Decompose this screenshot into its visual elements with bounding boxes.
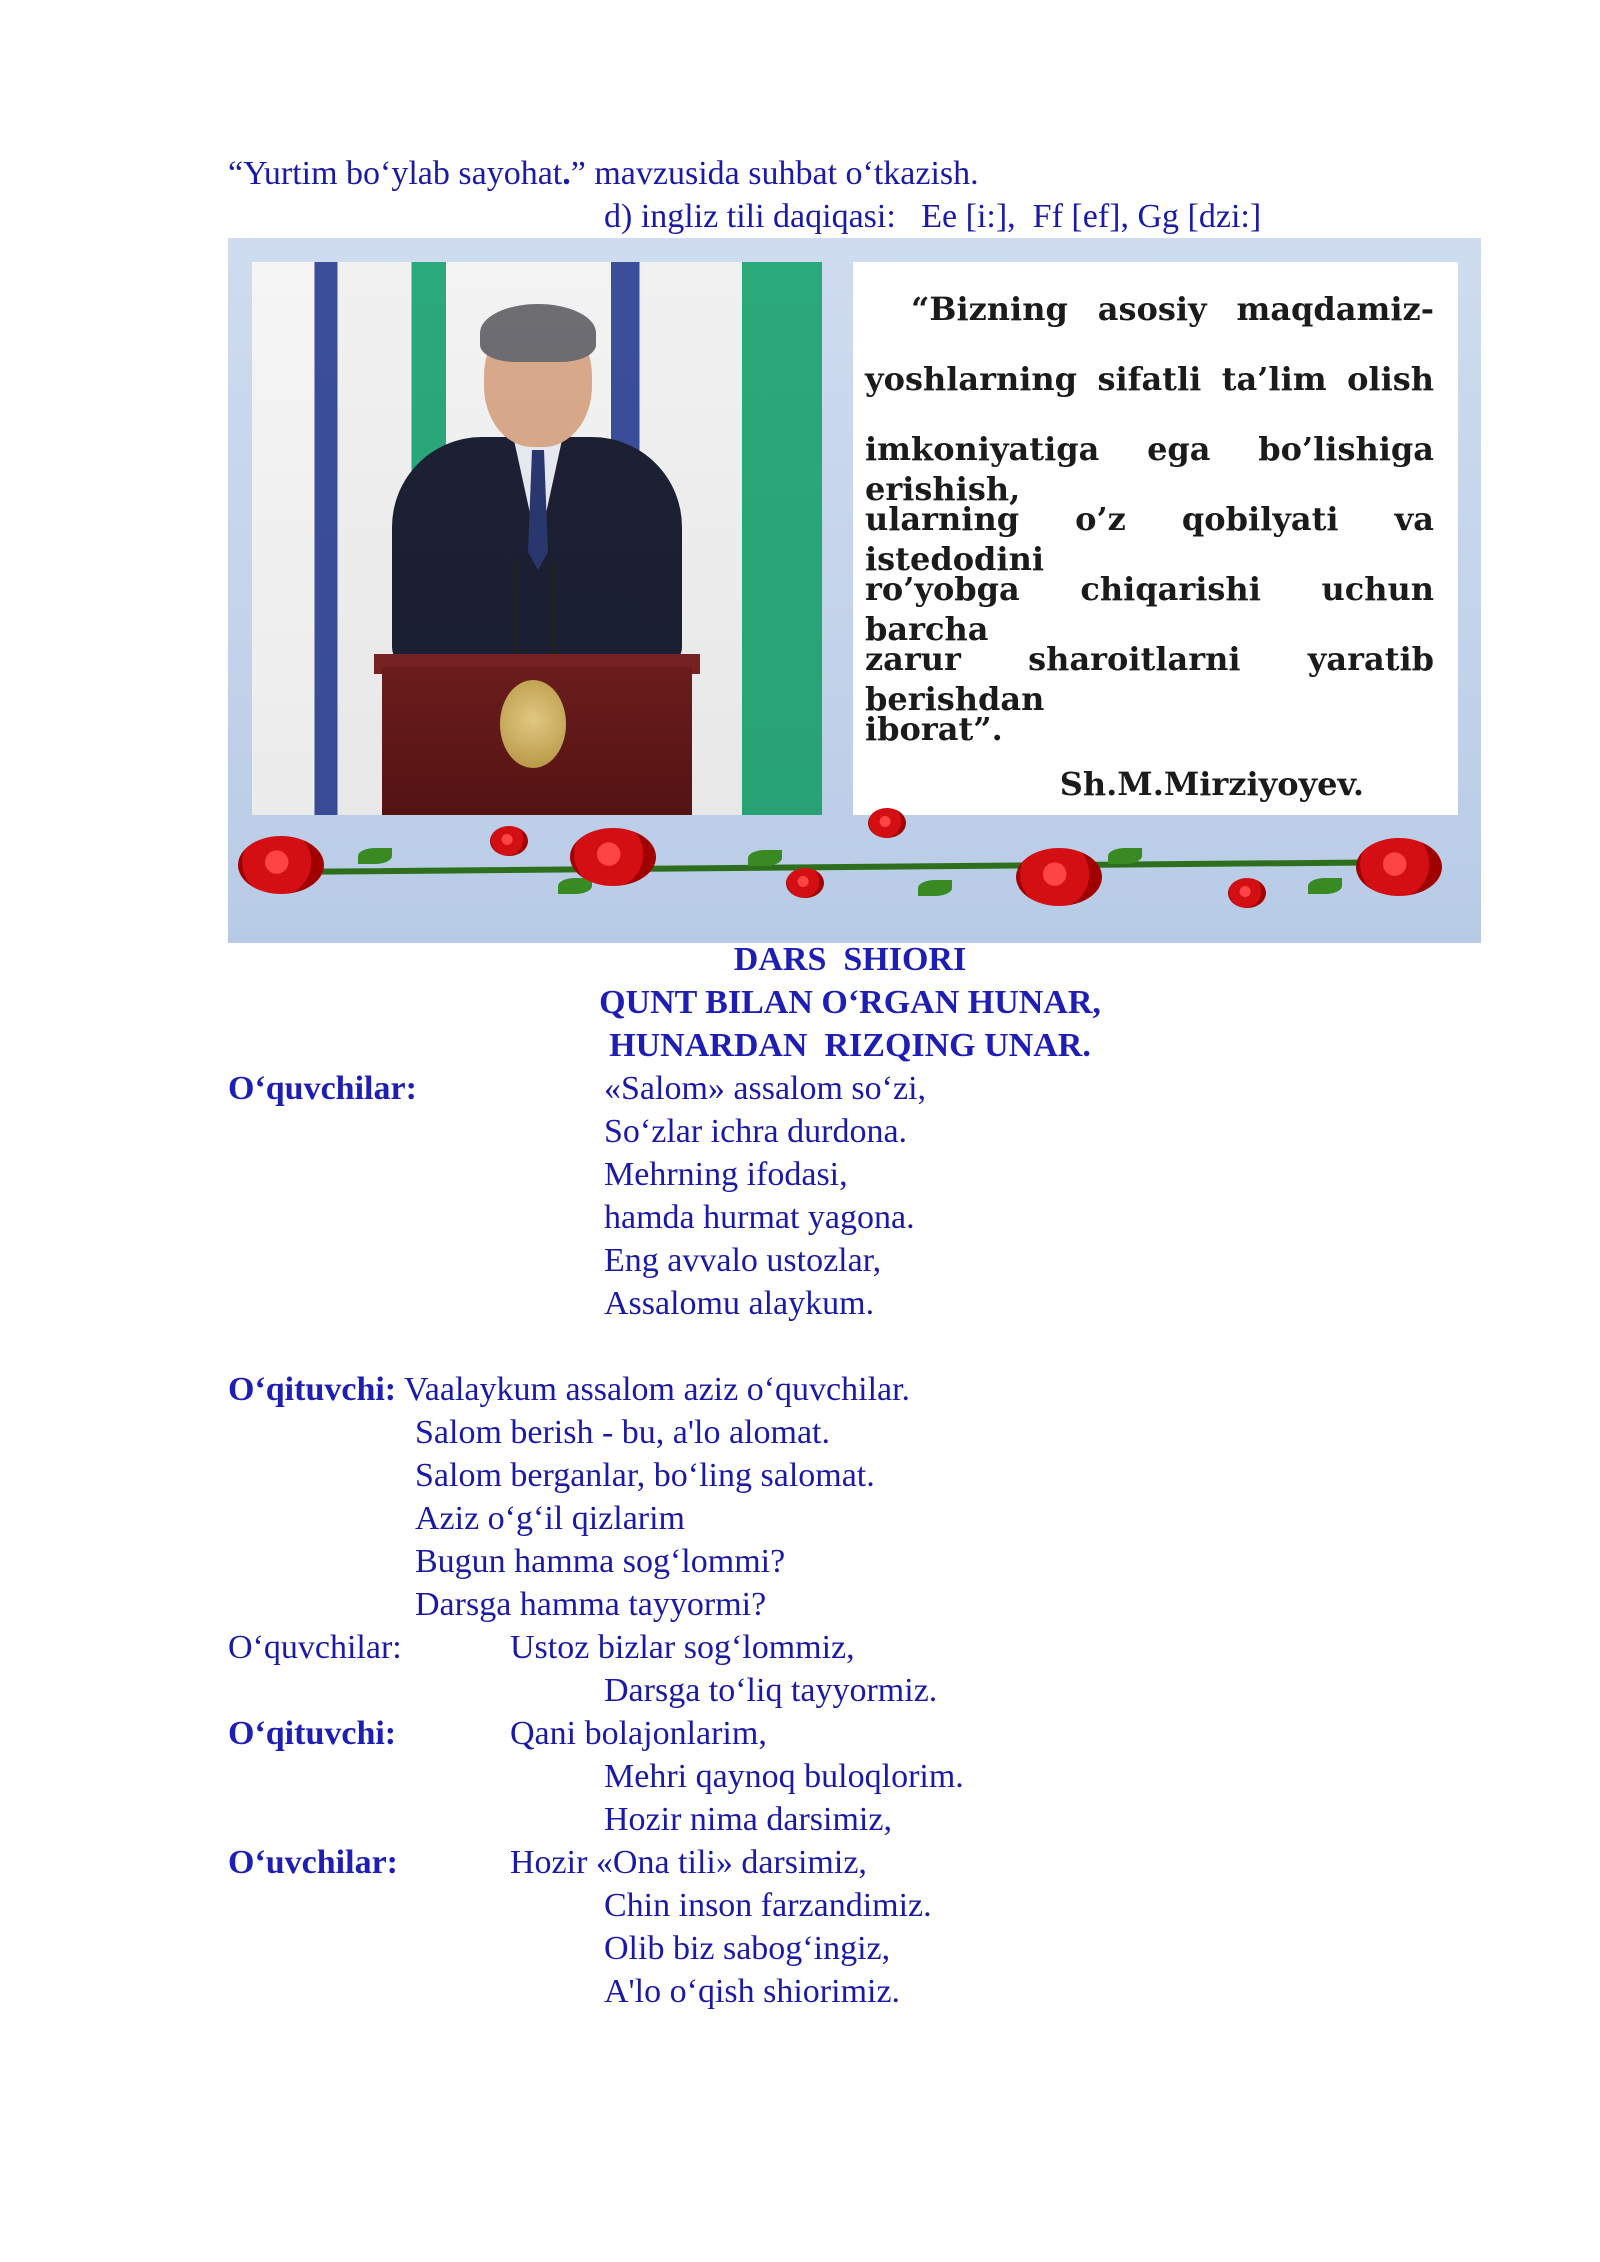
poem-line: Mehri qaynoq buloqlorim. [604, 1758, 964, 1795]
poem-line: Darsga to‘liq tayyormiz. [604, 1672, 938, 1709]
poem-line: hamda hurmat yagona. [604, 1199, 915, 1236]
quote-box [853, 262, 1458, 815]
rose-icon [1016, 848, 1102, 906]
poem-line: Chin inson farzandimiz. [604, 1887, 932, 1924]
poem-line: Hozir nima darsimiz, [604, 1801, 892, 1838]
intro-line-2: d) ingliz tili daqiqasi: Ee [i:], Ff [ef], Gg [dzi:] [604, 198, 1262, 235]
rose-icon [238, 836, 324, 894]
rose-icon [868, 808, 906, 838]
rose-icon [786, 868, 824, 898]
speaker-label-teacher: O‘qituvchi: [228, 1715, 397, 1752]
poem-line: Olib biz sabog‘ingiz, [604, 1930, 891, 1967]
poem-line: Mehrning ifodasi, [604, 1156, 848, 1193]
quote-line: “Bizning asosiy maqdamiz- [911, 290, 1434, 328]
rose-icon [490, 826, 528, 856]
quote-line: imkoniyatiga ega bo’lishiga erishish, [865, 430, 1434, 508]
quote-poster [228, 238, 1481, 943]
poem-line: Eng avvalo ustozlar, [604, 1242, 882, 1279]
quote-line: yoshlarning sifatli ta’lim olish [865, 360, 1434, 398]
poem-line: Ustoz bizlar sog‘lommiz, [510, 1629, 855, 1666]
poem-line: Salom berish - bu, a'lo alomat. [415, 1414, 830, 1451]
quote-line: iborat”. [865, 710, 1003, 748]
poem-line: A'lo o‘qish shiorimiz. [604, 1973, 901, 2010]
rose-icon [1228, 878, 1266, 908]
quote-signature: Sh.M.Mirziyoyev. [1059, 765, 1364, 803]
quote-line: ro’yobga chiqarishi uchun barcha [865, 570, 1434, 648]
speaker-label-students: O‘uvchilar: [228, 1844, 398, 1881]
quote-line: ularning o’z qobilyati va istedodini [865, 500, 1434, 578]
poem-line: Hozir «Ona tili» darsimiz, [510, 1844, 867, 1881]
poem-line: So‘zlar ichra durdona. [604, 1113, 908, 1150]
rose-icon [570, 828, 656, 886]
motto-line-2: HUNARDAN RIZQING UNAR. [609, 1027, 1091, 1064]
motto-line-1: QUNT BILAN O‘RGAN HUNAR, [599, 984, 1101, 1021]
speaker-label-students: O‘quvchilar: [228, 1070, 417, 1107]
quote-line: zarur sharoitlarni yaratib berishdan [865, 640, 1434, 718]
intro-line-1: “Yurtim bo‘ylab sayohat.” mavzusida suhbat o‘tkazish. [228, 155, 979, 192]
poem-line: «Salom» assalom so‘zi, [604, 1070, 927, 1107]
poem-line: Bugun hamma sog‘lommi? [415, 1543, 786, 1580]
speaker-label-students: O‘quvchilar: [228, 1629, 402, 1666]
poem-line: Darsga hamma tayyormi? [415, 1586, 767, 1623]
rose-icon [1356, 838, 1442, 896]
motto-heading: DARS SHIORI [733, 941, 967, 978]
poem-line: Qani bolajonlarim, [510, 1715, 767, 1752]
speaker-label-teacher: O‘qituvchi: [228, 1371, 397, 1408]
speaker-photo [252, 262, 822, 815]
teacher-line-1: O‘qituvchi: Vaalaykum assalom aziz o‘quvchilar. [228, 1371, 911, 1408]
poem-line: Aziz o‘g‘il qizlarim [415, 1500, 686, 1537]
poem-line: Salom berganlar, bo‘ling salomat. [415, 1457, 875, 1494]
poem-line: Assalomu alaykum. [604, 1285, 875, 1322]
